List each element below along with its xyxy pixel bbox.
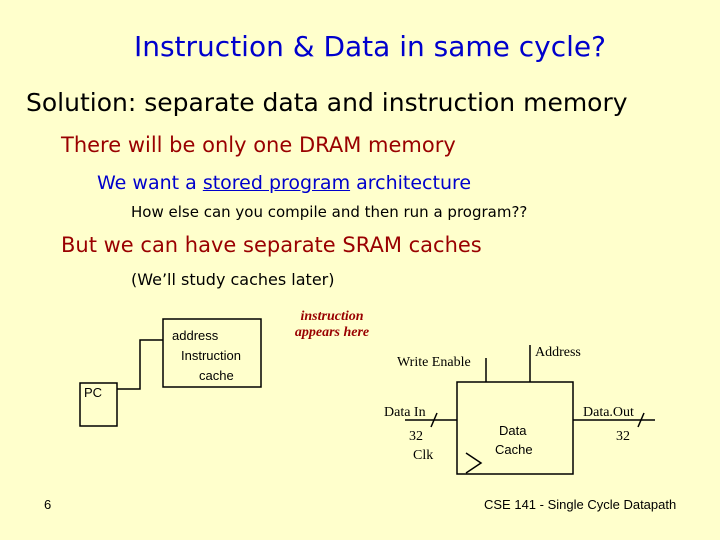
clock-triangle — [466, 453, 481, 473]
pc-label: PC — [84, 385, 103, 400]
caches-later-line: (We’ll study caches later) — [131, 270, 335, 289]
data-cache-label-1: Data — [499, 423, 527, 438]
write-enable-label: Write Enable — [397, 355, 471, 370]
icache-cache-label: cache — [199, 368, 234, 383]
compile-question-line: How else can you compile and then run a program?? — [131, 203, 528, 221]
data-cache-label-2: Cache — [495, 442, 533, 457]
data-out-label: Data.Out — [583, 405, 634, 420]
stored-program-prefix: We want a — [97, 172, 203, 194]
solution-line: Solution: separate data and instruction memory — [26, 88, 628, 117]
sram-caches-line: But we can have separate SRAM caches — [61, 233, 482, 257]
stored-program-underlined: stored program — [202, 172, 351, 194]
stored-program-suffix: architecture — [350, 172, 472, 194]
pc-to-icache-wire — [117, 340, 163, 389]
icache-address-label: address — [172, 328, 219, 343]
annotation-line-1: instruction — [300, 309, 364, 324]
instruction-annotation — [282, 309, 382, 341]
page-number: 6 — [44, 497, 52, 512]
footer-course: CSE 141 - Single Cycle Datapath — [484, 497, 677, 512]
data-in-label: Data In — [384, 405, 426, 420]
address-label: Address — [535, 345, 581, 360]
dram-line: There will be only one DRAM memory — [61, 133, 456, 157]
data-in-width-label: 32 — [409, 429, 423, 444]
annotation-line-2: appears here — [294, 325, 370, 340]
data-out-width-label: 32 — [616, 429, 630, 444]
slide-title: Instruction & Data in same cycle? — [133, 30, 607, 63]
clk-label: Clk — [413, 448, 434, 463]
icache-instruction-label: Instruction — [181, 348, 241, 363]
